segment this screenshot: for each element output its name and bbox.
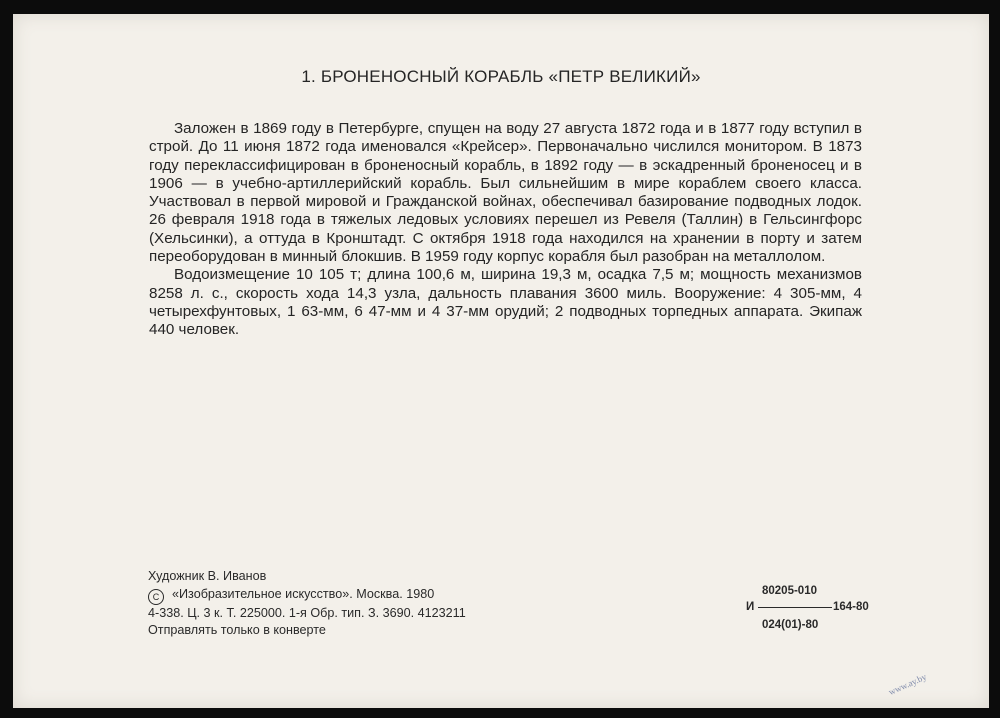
print-info: 4-338. Ц. 3 к. Т. 225000. 1-я Обр. тип. З. 3690. 4123211: [148, 605, 466, 620]
history-paragraph: Заложен в 1869 году в Петербурге, спущен на воду 27 августа 1872 года и в 1877 году вступил в строй. До 11 июня 1872 года именовался «Крейсер». Первоначально числился монитором. В 1873 году переклассифицирован в броненосный корабль, в 1892 году — в эскадренный броненосец и в 1906 — в учебно-артиллерийский корабль. Был сильнейшим в мире кораблем своего класса. Участвовал в первой мировой и Гражданской войнах, обеспечивал базирование подводных лодок. 26 февраля 1918 года в тяжелых ледовых условиях перешел из Ревеля (Таллин) в Гельсингфорс (Хельсинки), а оттуда в Кронштадт. С октября 1918 года находился на хранении в порту и затем переоборудован в минный блокшив. В 1959 году корпус корабля был разобран на металлолом.: [149, 120, 862, 266]
index-numerator: 80205-010: [762, 585, 817, 597]
index-suffix: 164-80: [833, 601, 869, 613]
description-text: [149, 120, 862, 340]
publication-credits: [148, 568, 466, 640]
publisher-line: [148, 586, 466, 605]
publisher-text: «Изобразительное искусство». Москва. 1980: [172, 586, 435, 601]
specs-paragraph: Водоизмещение 10 105 т; длина 100,6 м, ширина 19,3 м, осадка 7,5 м; мощность механизмов 8258 л. с., скорость хода 14,3 узла, дальность плавания 3600 миль. Вооружение: 4 305-мм, 4 четырехфунтовых, 1 63-мм, 6 47-мм и 4 37-мм орудий; 2 подводных торпедных аппарата. Экипаж 440 человек.: [149, 266, 862, 339]
index-denominator: 024(01)-80: [762, 619, 819, 631]
fraction-line: [758, 607, 832, 608]
mailing-note: Отправлять только в конверте: [148, 623, 326, 638]
index-prefix: И: [746, 601, 755, 613]
catalog-index: [746, 585, 886, 645]
artist-credit: Художник В. Иванов: [148, 569, 267, 583]
card-title: 1. БРОНЕНОСНЫЙ КОРАБЛЬ «ПЕТР ВЕЛИКИЙ»: [301, 67, 701, 86]
site-watermark: www.ay.by: [887, 671, 928, 698]
copyright-icon: С: [148, 589, 164, 605]
postcard-back: [13, 14, 989, 708]
